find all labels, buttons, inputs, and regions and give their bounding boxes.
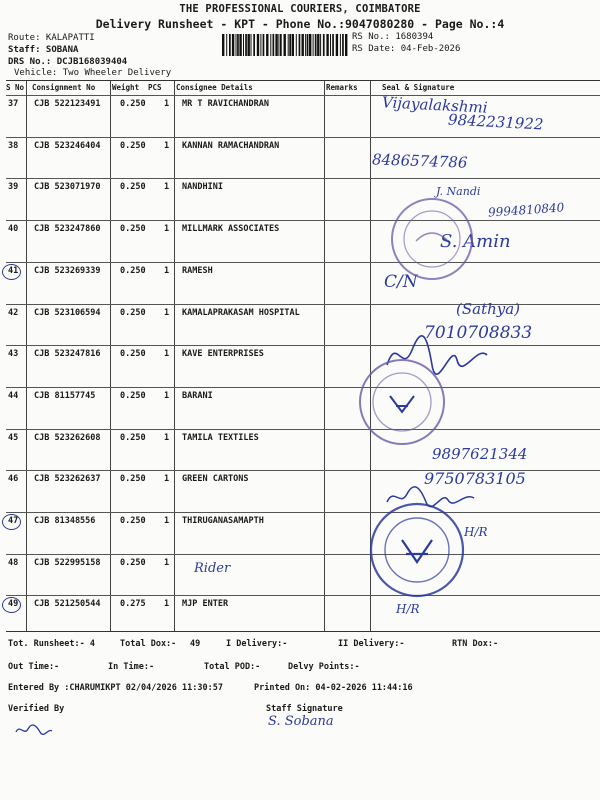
total-pod: Total POD:- (204, 662, 261, 672)
handwritten-phone: 9897621344 (432, 445, 528, 463)
barcode-bar (317, 34, 319, 56)
row-pcs: 1 (164, 182, 170, 193)
barcode-bar (260, 34, 261, 56)
row-divider (6, 429, 600, 430)
rs-date: RS Date: 04-Feb-2026 (352, 44, 461, 54)
sno-circle-mark (2, 514, 21, 530)
delvy-points: Delvy Points:- (288, 662, 360, 672)
row-pcs: 1 (164, 349, 170, 360)
barcode-bar (275, 34, 277, 56)
barcode-bar (232, 34, 234, 56)
runsheet-table (6, 80, 600, 632)
barcode-bar (309, 34, 311, 56)
barcode-bar (336, 34, 338, 56)
row-consignee: RAMESH (182, 265, 213, 276)
barcode-bar (289, 34, 291, 56)
row-pcs: 1 (164, 432, 170, 443)
drs-number: DRS No.: DCJB168039404 (8, 57, 128, 67)
row-consignment-no: CJB 523071970 (34, 182, 101, 193)
row-weight: 0.250 (120, 182, 146, 193)
row-consignment-no: CJB 522995158 (34, 557, 101, 568)
barcode-bar (273, 34, 275, 56)
barcode-bar (253, 34, 255, 56)
row-sno: 43 (8, 349, 19, 360)
row-consignment-no: CJB 523269339 (34, 265, 101, 276)
row-pcs: 1 (164, 307, 170, 318)
handwritten-signature: S. Amin (440, 231, 511, 252)
handwritten-name: Vijayalakshmi (381, 93, 488, 117)
col-header-consignee: Consignee Details (176, 83, 253, 92)
barcode-bar (288, 34, 289, 56)
rtn-dox: RTN Dox:- (452, 639, 499, 649)
staff-signature-handwritten: S. Sobana (268, 714, 334, 729)
col-header-sno: S No (6, 83, 25, 92)
col-header-seal-signature: Seal & Signature (382, 83, 455, 92)
row-consignment-no: CJB 522123491 (34, 99, 101, 109)
row-consignment-no: CJB 523247860 (34, 224, 101, 235)
out-time: Out Time:- (8, 662, 60, 672)
row-sno: 46 (8, 474, 19, 485)
col-divider (110, 81, 111, 631)
seal-stamp (388, 195, 476, 283)
row-sno: 39 (8, 182, 19, 193)
row-consignment-no: CJB 81348556 (34, 516, 96, 526)
barcode-bar (305, 34, 306, 56)
row-sno: 47 (8, 516, 19, 526)
row-consignee: MR T RAVICHANDRAN (182, 99, 269, 109)
barcode-bar (251, 34, 252, 56)
row-consignment-no: CJB 521250544 (34, 599, 101, 610)
handwritten-name: J. Nandi (436, 185, 481, 198)
barcode-bar (257, 34, 259, 56)
handwritten-phone: 7010708833 (424, 323, 533, 343)
barcode-bar (236, 34, 237, 56)
handwritten-mark: H/R (396, 602, 420, 616)
row-consignee: BARANI (182, 390, 213, 401)
row-pcs: 1 (164, 140, 170, 151)
row-weight: 0.250 (120, 224, 146, 235)
barcode-bar (237, 34, 239, 56)
barcode-bar (248, 34, 250, 56)
row-consignee: MJP ENTER (182, 599, 229, 610)
row-consignment-no: CJB 523247816 (34, 349, 101, 360)
row-divider (6, 262, 600, 263)
row-divider (6, 512, 600, 513)
row-weight: 0.250 (120, 390, 146, 401)
row-sno: 41 (8, 265, 19, 276)
barcode-bar (302, 34, 304, 56)
row-pcs: 1 (164, 516, 170, 526)
barcode-bar (299, 34, 301, 56)
rs-number: RS No.: 1680394 (352, 32, 434, 42)
row-divider (6, 595, 600, 596)
handwritten-phone: 8486574786 (371, 150, 468, 172)
row-weight: 0.250 (120, 349, 146, 360)
staff-label: Staff: SOBANA (8, 45, 79, 55)
handwritten-mark: H/R (464, 525, 488, 539)
barcode-bar (243, 34, 244, 56)
row-consignment-no: CJB 523262637 (34, 474, 101, 485)
row-consignment-no: CJB 523262608 (34, 432, 101, 443)
col-header-pcs: PCS (148, 83, 162, 92)
barcode-bar (342, 34, 344, 56)
barcode-bar (340, 34, 341, 56)
col-header-remarks: Remarks (326, 83, 358, 92)
total-dox-label: Total Dox:- (120, 639, 177, 649)
staff-signature-label: Staff Signature (266, 704, 343, 714)
barcode-bar (226, 34, 227, 56)
row-divider (6, 178, 600, 179)
handwritten-name: (Sathya) (456, 300, 521, 318)
col-divider (324, 81, 325, 631)
row-pcs: 1 (164, 599, 170, 610)
seal-stamp (366, 500, 468, 600)
barcode-bar (278, 34, 279, 56)
col-header-weight: Weight (112, 83, 140, 92)
handwritten-note: Rider (194, 561, 231, 576)
row-divider (6, 220, 600, 221)
runsheet-title: Delivery Runsheet - KPT - Phone No.:9047080280 - Page No.:4 (95, 17, 505, 31)
row-pcs: 1 (164, 224, 170, 235)
row-sno: 40 (8, 224, 19, 235)
handwritten-phone: 9750783105 (424, 469, 526, 488)
barcode-bar (263, 34, 265, 56)
row-sno: 49 (8, 599, 19, 610)
row-consignee: TAMILA TEXTILES (182, 432, 259, 443)
header-divider (6, 95, 600, 96)
barcode-bar (266, 34, 268, 56)
row-consignee: KAMALAPRAKASAM HOSPITAL (182, 307, 300, 318)
row-weight: 0.250 (120, 99, 146, 109)
barcode-bar (280, 34, 282, 56)
row-weight: 0.250 (120, 557, 146, 568)
row-sno: 37 (8, 99, 19, 109)
route-label: Route: KALAPATTI (8, 33, 95, 43)
barcode-bar (229, 34, 231, 56)
row-divider (6, 387, 600, 388)
row-consignment-no: CJB 523106594 (34, 307, 101, 318)
row-weight: 0.250 (120, 140, 146, 151)
barcode-bar (296, 34, 297, 56)
row-divider (6, 137, 600, 138)
barcode-bar (326, 34, 328, 56)
row-sno: 38 (8, 140, 19, 151)
sno-circle-mark (2, 264, 21, 280)
handwritten-phone: 9842231922 (447, 110, 544, 134)
row-divider (6, 554, 600, 555)
row-consignee: GREEN CARTONS (182, 474, 249, 485)
barcode-bar (323, 34, 325, 56)
ii-delivery: II Delivery:- (338, 639, 405, 649)
total-dox-value: 49 (190, 639, 201, 649)
tot-runsheet: Tot. Runsheet:- 4 (8, 639, 95, 649)
row-pcs: 1 (164, 390, 170, 401)
row-consignment-no: CJB 81157745 (34, 390, 96, 401)
barcode-bar (239, 34, 241, 56)
row-weight: 0.250 (120, 474, 146, 485)
verifier-signature (14, 722, 54, 738)
col-header-consignment: Consignment No (32, 83, 96, 92)
barcode-image (222, 34, 348, 56)
barcode-bar (222, 34, 224, 56)
row-pcs: 1 (164, 474, 170, 485)
row-weight: 0.250 (120, 432, 146, 443)
sno-circle-mark (2, 597, 21, 613)
barcode-bar (320, 34, 321, 56)
barcode-bar (245, 34, 247, 56)
row-consignee: NANDHINI (182, 182, 223, 193)
vehicle-type: Vehicle: Two Wheeler Delivery (14, 68, 172, 78)
company-name: THE PROFESSIONAL COURIERS, COIMBATORE (179, 3, 421, 15)
entered-by: Entered By :CHARUMIKPT 02/04/2026 11:30:57 (8, 683, 223, 693)
row-sno: 42 (8, 307, 19, 318)
row-weight: 0.250 (120, 307, 146, 318)
handwritten-phone: 9994810840 (487, 200, 565, 220)
row-pcs: 1 (164, 99, 170, 109)
barcode-bar (284, 34, 286, 56)
barcode-bar (332, 34, 334, 56)
row-consignee: MILLMARK ASSOCIATES (182, 224, 280, 235)
barcode-bar (313, 34, 314, 56)
row-divider (6, 345, 600, 346)
row-pcs: 1 (164, 265, 170, 276)
row-weight: 0.250 (120, 516, 146, 526)
barcode-bar (270, 34, 271, 56)
row-sno: 44 (8, 390, 19, 401)
barcode-bar (315, 34, 317, 56)
col-divider (174, 81, 175, 631)
barcode-bar (330, 34, 331, 56)
handwritten-note: C/N (384, 272, 418, 292)
verified-by: Verified By (8, 704, 65, 714)
printed-on: Printed On: 04-02-2026 11:44:16 (254, 683, 413, 693)
barcode-bar (307, 34, 309, 56)
row-consignee: KANNAN RAMACHANDRAN (182, 140, 280, 151)
row-pcs: 1 (164, 557, 170, 568)
row-consignee: THIRUGANASAMAPTH (182, 516, 264, 526)
row-weight: 0.250 (120, 265, 146, 276)
row-sno: 48 (8, 557, 19, 568)
row-consignee: KAVE ENTERPRISES (182, 349, 264, 360)
row-consignment-no: CJB 523246404 (34, 140, 101, 151)
col-divider (26, 81, 27, 631)
seal-stamp (356, 356, 448, 448)
row-weight: 0.275 (120, 599, 146, 610)
row-sno: 45 (8, 432, 19, 443)
in-time: In Time:- (108, 662, 155, 672)
barcode-bar (292, 34, 294, 56)
i-delivery: I Delivery:- (226, 639, 288, 649)
barcode-bar (345, 34, 347, 56)
